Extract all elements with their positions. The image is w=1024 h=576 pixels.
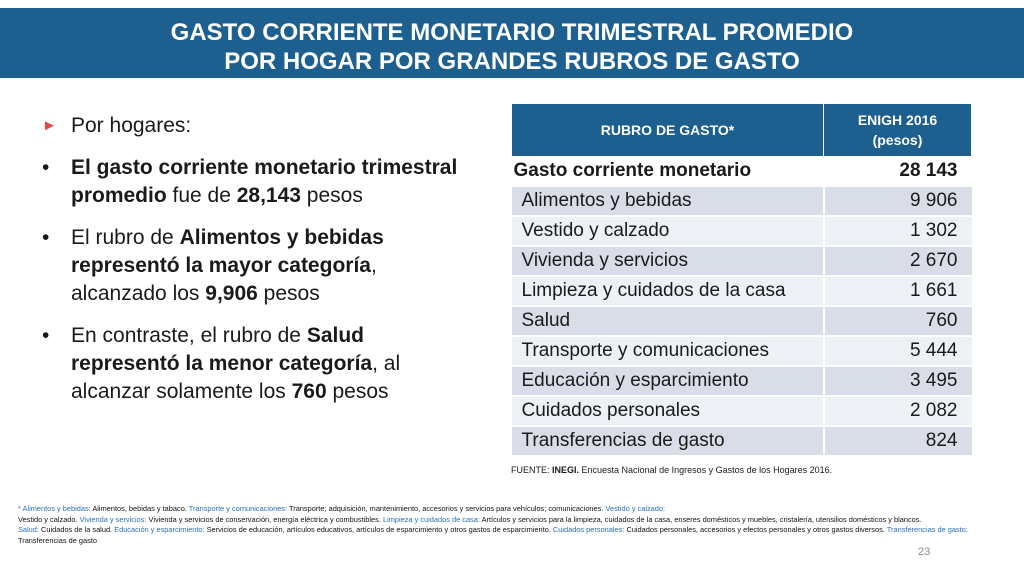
source-org: INEGI. (552, 465, 580, 475)
page-number: 23 (918, 546, 931, 558)
footnote-key: Cuidados personales: (552, 525, 625, 534)
row-label: Transporte y comunicaciones (512, 336, 824, 366)
arrow-bullet-icon: ► (42, 117, 57, 134)
table-row (512, 216, 972, 246)
row-value: 1 661 (824, 276, 972, 306)
bullet-text: fue de (166, 184, 237, 207)
footnote-key: Transferencias de gasto: (886, 525, 968, 534)
bullet-text: pesos (300, 184, 363, 207)
table-row (512, 426, 972, 456)
table-row (512, 186, 972, 216)
table-row (512, 306, 972, 336)
row-value: 824 (824, 426, 972, 456)
bullet-item-salud (42, 322, 462, 406)
table-row (512, 336, 972, 366)
footnote-text: Cuidados de la salud. (38, 525, 115, 534)
footnote-text: Transferencias de gasto (18, 535, 98, 545)
row-value: 2 670 (824, 246, 972, 276)
source-text: Encuesta Nacional de Ingresos y Gastos de los Hogares 2016. (579, 465, 833, 475)
bullet-strong-text: Alimentos y bebidas representó la mayor categoría (71, 226, 384, 277)
dot-bullet-icon: • (42, 226, 50, 249)
footnote-text: Alimentos, bebidas y tabaco. (90, 504, 189, 513)
source-prefix: FUENTE: (511, 465, 553, 475)
bullet-text: El rubro de (71, 226, 180, 249)
row-label: Vivienda y servicios (512, 246, 824, 276)
bullet-list (42, 112, 462, 420)
dot-bullet-icon: • (42, 324, 50, 347)
row-value: 28 143 (824, 157, 972, 187)
source-note (511, 465, 832, 475)
row-value: 1 302 (824, 216, 972, 246)
row-label: Gasto corriente monetario (512, 157, 824, 187)
footnote-text: Artículos y servicios para la limpieza, cuidados de la casa, enseres domésticos y muebles, cristalería, utensilios domésticos y blancos. (479, 514, 922, 524)
row-label: Alimentos y bebidas (512, 186, 824, 216)
table-row (512, 246, 972, 276)
expense-table (511, 103, 972, 457)
row-label: Salud (512, 306, 824, 336)
footnote-text: Transporte; adquisición, mantenimiento, accesorios y servicios para vehículos; comunicaciones. (287, 504, 606, 513)
row-value: 760 (824, 306, 972, 336)
bullet-text: pesos (326, 380, 389, 403)
footnote-text: Cuidados personales, accesorios y efectos personales y otros gastos diversos. (624, 525, 887, 534)
bullet-text: , al alcanzar solamente los (71, 352, 401, 403)
dot-bullet-icon: • (42, 156, 50, 179)
bullet-item-por-hogares (42, 112, 462, 140)
footnote-key: Salud: (18, 525, 39, 534)
footnote-key: Vivienda y servicios: (79, 514, 147, 524)
row-value: 5 444 (824, 336, 972, 366)
bullet-strong-text: Salud representó la menor categoría (71, 324, 373, 375)
column-header-rubro: RUBRO DE GASTO* (512, 104, 824, 157)
column-header-enigh-line-2: (pesos) (872, 132, 923, 148)
table-row (512, 366, 972, 396)
column-header-enigh-line-1: ENIGH 2016 (857, 112, 938, 128)
footnote-key: Transporte y comunicaciones: (188, 504, 288, 513)
page-title-line-2: POR HOGAR POR GRANDES RUBROS DE GASTO (224, 48, 800, 75)
table-row (512, 276, 972, 306)
footnote-key: * Alimentos y bebidas: (18, 504, 91, 513)
bullet-item-alimentos (42, 224, 462, 308)
row-label: Educación y esparcimiento (512, 366, 824, 396)
row-value: 3 495 (824, 366, 972, 396)
title-banner (0, 8, 1024, 78)
footnote-text: Servicios de educación, artículos educativos, artículos de esparcimiento y otros gastos de esparcimiento. (204, 525, 553, 534)
bullet-strong-text: El gasto corriente monetario trimestral promedio (71, 156, 458, 207)
row-label: Cuidados personales (512, 396, 824, 426)
footnote-key: Educación y esparcimiento: (114, 525, 205, 534)
row-label: Vestido y calzado (512, 216, 824, 246)
column-header-enigh (824, 104, 972, 157)
table-row (512, 396, 972, 426)
row-value: 9 906 (824, 186, 972, 216)
bullet-strong-value: 9,906 (205, 282, 258, 305)
bullet-text: Por hogares: (71, 114, 192, 137)
bullet-text: pesos (257, 282, 320, 305)
footnote-key: Limpieza y cuidados de casa: (382, 514, 480, 524)
page-title-line-1: GASTO CORRIENTE MONETARIO TRIMESTRAL PROMEDIO (170, 19, 854, 46)
footnote-text: Vestido y calzado. (18, 514, 80, 524)
footnote-text: Vivienda y servicios de conservación, energía eléctrica y combustibles. (146, 514, 383, 524)
table-row-total (512, 157, 972, 187)
bullet-text: En contraste, el rubro de (71, 324, 307, 347)
row-label: Limpieza y cuidados de la casa (512, 276, 824, 306)
bullet-strong-value: 760 (291, 380, 327, 403)
row-value: 2 082 (824, 396, 972, 426)
bullet-strong-value: 28,143 (236, 184, 301, 207)
table-header-row (512, 104, 972, 157)
footnote-key: Vestido y calzado: (605, 504, 666, 513)
bullet-text: , alcanzado los (71, 254, 377, 305)
footnotes (18, 504, 1008, 546)
row-label: Transferencias de gasto (512, 426, 824, 456)
bullet-item-gasto-corriente (42, 154, 462, 210)
